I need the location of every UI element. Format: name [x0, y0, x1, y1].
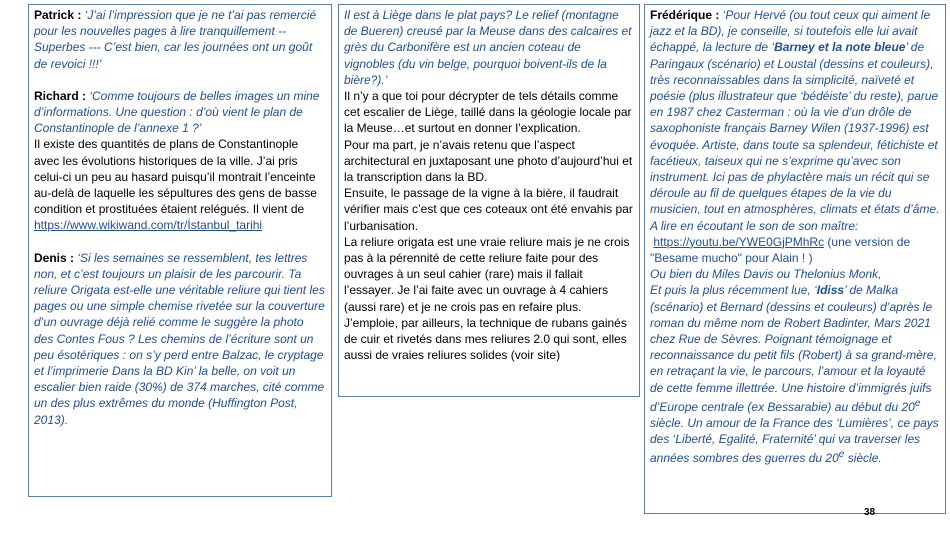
commenter-name: Patrick :: [34, 8, 85, 22]
patrick-comment: [34, 7, 326, 72]
denis-comment: [34, 250, 326, 428]
reply-paragraph: Il n’y a que toi pour décrypter de tels détails comme cet escalier de Liège, taillé dans la géologie locale par la Meuse…et surtout en donner l’explication.: [344, 89, 632, 136]
comment-quote: ‘Si les semaines se ressemblent, tes lettres non, et c’est toujours un plaisir de les parcourir. Ta reliure Origata est-elle une véritable reliure qui tient les pages ou une simple chemise rivetée sur la couverture d’un ouvrage déjà relié comme le suggère la photo des Contes Fous ? Les chemins de l’écriture sont un peu ésotériques : on s’y perd entre Balzac, le cryptage et l’imprimerie Dans la BD Kin’ la belle, on voit un escalier bien raide (30%) de 374 marches, cité comme un des plus extrêmes du monde (Huffington Post, 2013).: [34, 250, 325, 427]
wikiwand-link[interactable]: https://www.wikiwand.com/tr/İstanbul_tarihi: [34, 218, 263, 233]
youtube-line: [650, 234, 940, 266]
commenter-name: Richard :: [34, 88, 90, 103]
reply-paragraph: J’emploie, par ailleurs, la technique de rubans gainés de cuir et rivetés dans mes reliures 2.0 qui sont, elles aussi de vraies reliures solides (voir site): [344, 315, 627, 363]
link-note: (une version de "Besame mucho" pour Alain ! ): [650, 234, 911, 266]
column-left: [28, 4, 332, 497]
comment-quote-continued: Il est à Liège dans le plat pays? Le relief (montagne de Bueren) creusé par la Meuse dans des calcaires et grès du Carbonifère est un ancien coteau de vignobles (du vin belge, pourquoi boivent-ils de la bière?).’: [344, 8, 632, 87]
column-right: [644, 4, 946, 514]
column-middle: [338, 4, 640, 397]
youtube-link[interactable]: https://youtu.be/YWE0GjPMhRc: [653, 234, 825, 249]
comment-text: Ou bien du Miles Davis ou Thelonius Monk,: [650, 267, 882, 282]
reply-text: Il existe des quantités de plans de Constantinople avec les évolutions historiques de la ville. J’ai pris celui-ci un peu au hasard puisqu’il montrait l’enceinte au-delà de laquelle les sépultures des gens de basse condition et prostituées étaient relégués. Il vient de https://www.wikiwand.com/tr/İstanbul_tarihi: [34, 137, 317, 233]
richard-comment: [34, 88, 326, 137]
superscript: e: [838, 449, 845, 461]
page-number: 38: [864, 507, 876, 518]
frederique-comment: Frédérique : ‘Pour Hervé (ou tout ceux qui aiment le jazz et la BD), je conseille, si toutefois elle lui avait échappé, la lecture de ‘Barney et la note bleue’ de Paringaux (scénario) et Loustal (dessins et couleurs), très reconnaissables dans la simplicité, naïveté et poésie (plus illustrateur que ‘bédéiste’ du reste), parue en 1987 chez Casterman : où la vie d’un drôle de saxophoniste français Barney Wilen (1937-1996) est évoquée. Artiste, dans toute sa splendeur, fétichiste et facétieux, taiseux qui ne s’exprime qu’avec son instrument. Ici pas de phylactère mais un récit qui se déroule au fil de quelques étapes de la vie du musicien, tout en atmosphères, climats et états d’âme. A lire en écoutant le son de son maître:: [650, 8, 940, 233]
superscript: e: [914, 397, 921, 409]
reply-paragraph: La reliure origata est une vraie reliure mais je ne crois pas à la pérennité de cette reliure faite pour des ouvrages à un seul cahier (rare) mais il fallait l’essayer. Je l’ai faite avec un ouvrage à 4 cahiers (aussi rare) et je ne crois pas en refaire plus.: [344, 234, 630, 314]
comment-text: Et puis la plus récemment lue, ‘Idiss’ de Malka (scénario) et Bernard (dessins et couleurs) d’après le roman du même nom de Robert Badinter, Mars 2021 chez Rue de Sèvres. Poignant témoignage et reconnaissance du petit fils (Robert) à sa grand-mère, en retraçant la vie, le parcours, l’amour et la loyauté de cette femme illettrée. Une histoire d’immigrés juifs d’Europe centrale (ex Bessarabie) au début du 20e siècle. Un amour de la France des ‘Lumières’, ce pays des ‘Liberté, Egalité, Fraternité’ qui va traverser les années sombres des guerres du 20e siècle.: [650, 283, 939, 466]
commenter-name: Frédérique :: [650, 8, 723, 22]
commenter-name: Denis :: [34, 250, 78, 265]
book-title: Barney et la note bleue: [774, 40, 906, 55]
reply-paragraph: Pour ma part, je n’avais retenu que l’aspect architectural en juxtaposant une photo d’aujourd’hui et la transcription dans la BD.: [344, 137, 633, 185]
book-title: Idiss: [816, 283, 845, 298]
comment-quote: ‘J’ai l’impression que je ne t’ai pas remercié pour les nouvelles pages à lire tranquillement -- Superbes --- C’est bien, car les journées ont un goût de revoici !!!’: [34, 8, 317, 71]
comment-quote: ‘Comme toujours de belles images un mine d’informations. Une question : d’où vient le plan de Constantinople de l’annexe 1 ?’: [34, 88, 320, 136]
reply-paragraph: Ensuite, le passage de la vigne à la bière, il faudrait vérifier mais c’est que ces coteaux ont été envahis par l’urbanisation.: [344, 186, 633, 233]
